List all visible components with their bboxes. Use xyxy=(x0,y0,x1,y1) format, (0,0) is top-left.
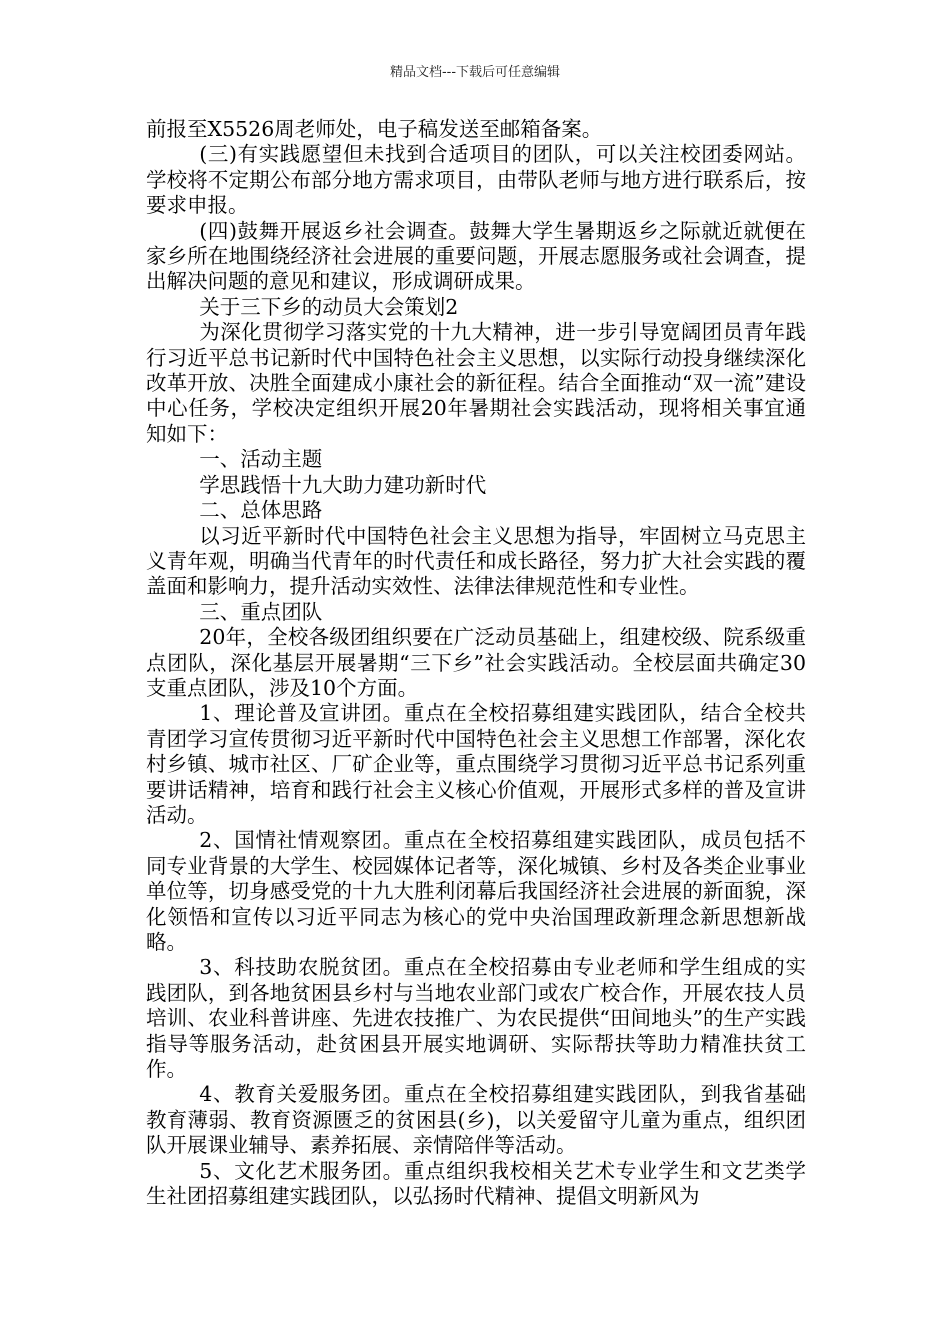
paragraph: 3、科技助农脱贫团。重点在全校招募由专业老师和学生组成的实践团队，到各地贫困县乡村与当地农业部门或农广校合作，开展农技人员培训、农业科普讲座、先进农技推广、为农民提供“田间地头”的生产实践指导等服务活动，赴贫困县开展实地调研、实际帮扶等助力精准扶贫工作。 xyxy=(146,955,806,1082)
paragraph: 一、活动主题 xyxy=(199,447,323,472)
paragraph: 5、文化艺术服务团。重点组织我校相关艺术专业学生和文艺类学生社团招募组建实践团队，以弘扬时代精神、提倡文明新风为 xyxy=(146,1158,806,1209)
paragraph: 学思践悟十九大助力建功新时代 xyxy=(199,472,487,497)
paragraph: 二、总体思路 xyxy=(199,498,323,523)
paragraph: (三)有实践愿望但未找到合适项目的团队，可以关注校团委网站。学校将不定期公布部分地方需求项目，由带队老师与地方进行联系后，按要求申报。 xyxy=(146,142,806,218)
page-header: 精品文档---下载后可任意编辑 xyxy=(389,65,561,80)
paragraph: 2、国情社情观察团。重点在全校招募组建实践团队，成员包括不同专业背景的大学生、校园媒体记者等，深化城镇、乡村及各类企业事业单位等，切身感受党的十九大胜利闭幕后我国经济社会进展的新面貌，深化领悟和宣传以习近平同志为核心的党中央治国理政新理念新思想新战略。 xyxy=(146,828,806,954)
paragraph: 4、教育关爱服务团。重点在全校招募组建实践团队，到我省基础教育薄弱、教育资源匮乏的贫困县(乡)，以关爱留守儿童为重点，组织团队开展课业辅导、素养拓展、亲情陪伴等活动。 xyxy=(146,1082,806,1158)
paragraph: 以习近平新时代中国特色社会主义思想为指导，牢固树立马克思主义青年观，明确当代青年的时代责任和成长路径，努力扩大社会实践的覆盖面和影响力，提升活动实效性、法律法律规范性和专业性。 xyxy=(146,523,806,599)
paragraph: 三、重点团队 xyxy=(199,599,323,624)
paragraph: 前报至X5526周老师处，电子稿发送至邮箱备案。 xyxy=(146,117,603,141)
paragraph: 关于三下乡的动员大会策划2 xyxy=(199,294,459,319)
paragraph: (四)鼓舞开展返乡社会调查。鼓舞大学生暑期返乡之际就近就便在家乡所在地围绕经济社会进展的重要问题，开展志愿服务或社会调查，提出解决问题的意见和建议，形成调研成果。 xyxy=(146,218,806,294)
paragraph: 20年，全校各级团组织要在广泛动员基础上，组建校级、院系级重点团队，深化基层开展暑期“三下乡”社会实践活动。全校层面共确定30支重点团队，涉及10个方面。 xyxy=(146,625,806,700)
paragraph: 为深化贯彻学习落实党的十九大精神，进一步引导宽阔团员青年践行习近平总书记新时代中国特色社会主义思想，以实际行动投身继续深化改革开放、决胜全面建成小康社会的新征程。结合全面推动“双一流”建设中心任务，学校决定组织开展20年暑期社会实践活动，现将相关事宜通知如下： xyxy=(146,320,806,446)
document-body xyxy=(146,117,806,1209)
paragraph: 1、理论普及宣讲团。重点在全校招募组建实践团队，结合全校共青团学习宣传贯彻习近平新时代中国特色社会主义思想工作部署，深化农村乡镇、城市社区、厂矿企业等，重点围绕学习贯彻习近平总书记系列重要讲话精神，培育和践行社会主义核心价值观，开展形式多样的普及宣讲活动。 xyxy=(146,701,806,827)
